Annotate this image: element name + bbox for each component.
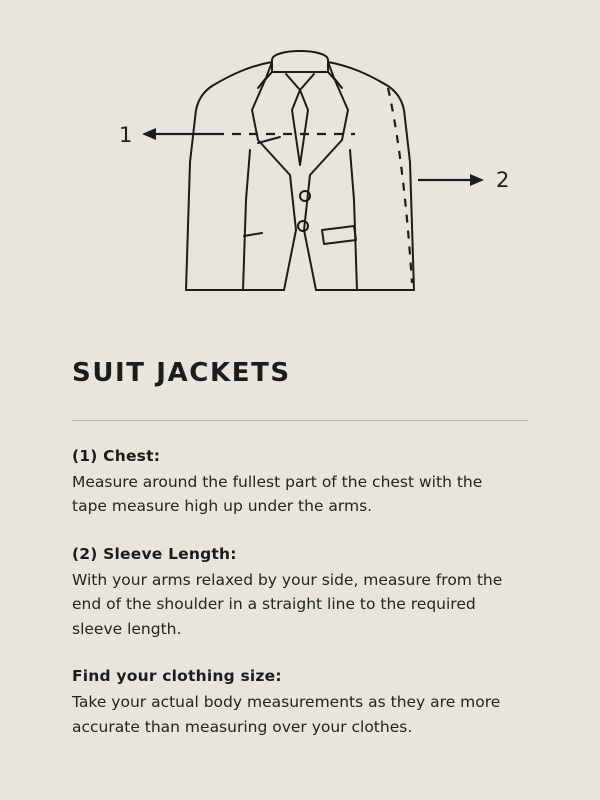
- chest-arrow-head: [142, 128, 156, 140]
- jacket-right-collar-fold: [328, 72, 342, 88]
- title-divider: [72, 420, 528, 421]
- marker-label-2: 2: [496, 168, 510, 192]
- instruction-body: With your arms relaxed by your side, measure from the end of the shoulder in a straight line to the required sleeve length.: [72, 570, 503, 638]
- suit-jacket-drawing: [0, 0, 600, 330]
- jacket-button-lower: [298, 221, 308, 231]
- jacket-breast-pocket: [258, 137, 280, 143]
- sleeve-measure-indicator: [388, 88, 484, 283]
- jacket-neck: [272, 51, 328, 72]
- shirt-collar: [286, 74, 314, 90]
- chest-measure-indicator: [142, 128, 355, 140]
- jacket-left-pocket: [244, 233, 262, 236]
- page-title: SUIT JACKETS: [72, 358, 291, 388]
- jacket-left-lapel: [252, 62, 290, 175]
- instruction-heading: (2) Sleeve Length:: [72, 544, 237, 563]
- instruction-heading: (1) Chest:: [72, 447, 161, 465]
- instruction-heading: Find your clothing size:: [72, 667, 282, 686]
- instruction-block-find-size: [72, 667, 528, 739]
- jacket-right-lapel: [310, 62, 348, 175]
- marker-label-1: 1: [119, 123, 133, 147]
- jacket-right-front-edge: [304, 175, 316, 290]
- jacket-left-collar-fold: [258, 72, 272, 88]
- jacket-right-pocket: [322, 226, 356, 244]
- jacket-left-front-edge: [284, 175, 296, 290]
- sleeve-arrow-head: [470, 174, 484, 186]
- instruction-block-sleeve-length: [72, 545, 528, 641]
- suit-jacket-illustration: [0, 0, 600, 330]
- instruction-block-chest: [72, 447, 528, 519]
- necktie: [292, 90, 308, 165]
- sleeve-dashed-line: [388, 88, 412, 283]
- size-guide-content: [0, 358, 600, 739]
- instruction-body: Take your actual body measurements as they are more accurate than measuring over your clothes.: [72, 693, 501, 736]
- instruction-body: Measure around the fullest part of the chest with the tape measure high up under the arms.: [72, 473, 483, 516]
